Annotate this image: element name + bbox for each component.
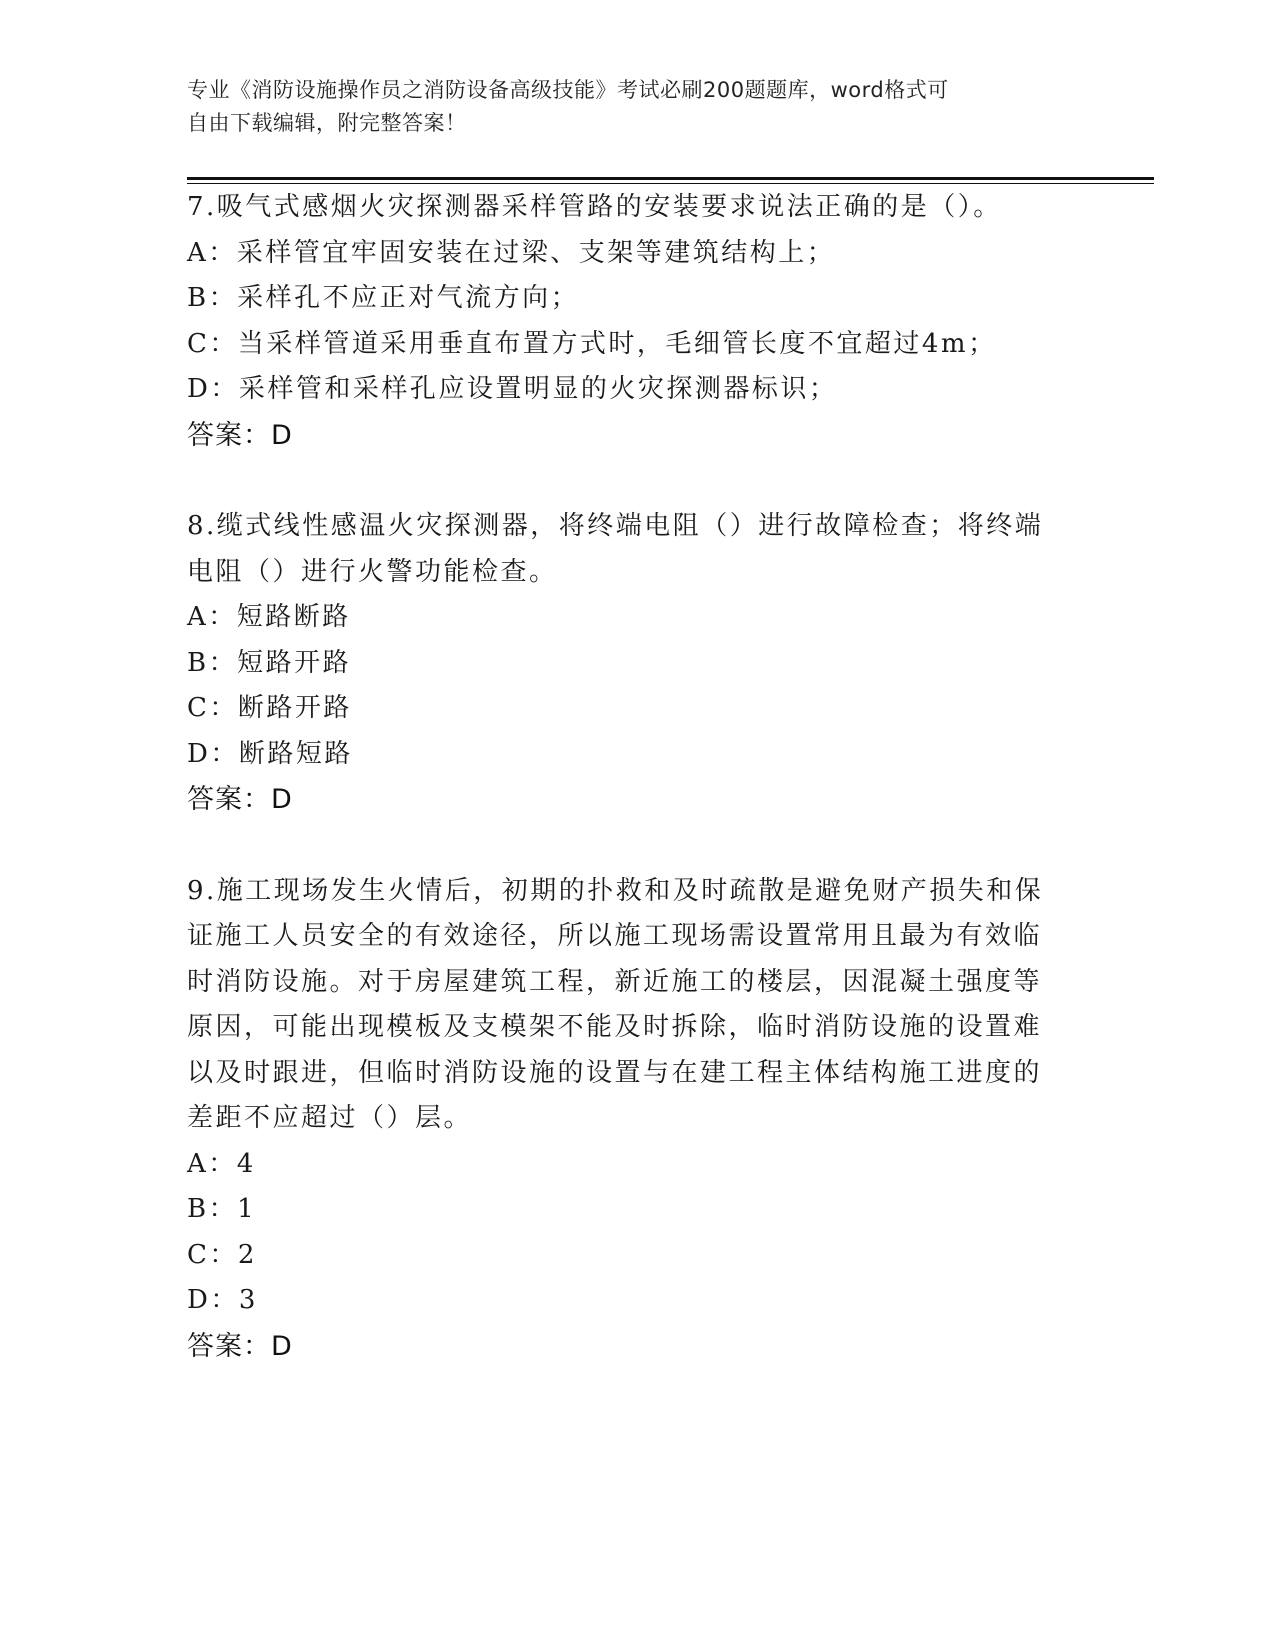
option-c: C：当采样管道采用垂直布置方式时，毛细管长度不宜超过4m； (187, 328, 997, 359)
question-7 (187, 185, 1067, 458)
header-line-1: 专业《消防设施操作员之消防设备高级技能》考试必刷200题题库，word格式可 (187, 78, 949, 102)
option-b: B：短路开路 (187, 647, 352, 678)
header-line-2: 自由下载编辑，附完整答案！ (187, 111, 467, 135)
option-a: A：4 (187, 1148, 256, 1179)
option-b: B：采样孔不应正对气流方向； (187, 283, 580, 313)
question-9 (187, 869, 1067, 1370)
question-8 (187, 504, 1067, 823)
answer: 答案：D (187, 1330, 293, 1362)
answer: 答案：D (187, 419, 293, 451)
option-d: D：3 (187, 1285, 258, 1315)
option-c: C：断路开路 (187, 693, 352, 723)
header-divider-thick (187, 177, 1154, 180)
option-d: D：断路短路 (187, 738, 353, 769)
answer: 答案：D (187, 784, 293, 815)
option-a: A：采样管宜牢固安装在过梁、支架等建筑结构上； (187, 237, 836, 268)
question-stem: 7.吸气式感烟火灾探测器采样管路的安装要求说法正确的是（）。 (187, 192, 1002, 222)
question-stem: 9.施工现场发生火情后，初期的扑救和及时疏散是避免财产损失和保证施工人员安全的有效途径，所以施工现场需设置常用且最为有效临时消防设施。对于房屋建筑工程，新近施工的楼层，因混凝土强度等原因，可能出现模板及支模架不能及时拆除，临时消防设施的设置难以及时跟进，但临时消防设施的设置与在建工程主体结构施工进度的差距不应超过（）层。 (187, 875, 1044, 1133)
option-b: B：1 (187, 1194, 257, 1224)
option-a: A：短路断路 (187, 602, 351, 632)
option-c: C：2 (187, 1239, 257, 1270)
question-list (187, 185, 1067, 1415)
header-divider-thin (187, 183, 1154, 184)
option-d: D：采样管和采样孔应设置明显的火灾探测器标识； (187, 374, 838, 404)
question-stem: 8.缆式线性感温火灾探测器，将终端电阻（）进行故障检查；将终端电阻（）进行火警功能检查。 (187, 511, 1044, 587)
document-header (187, 74, 1067, 140)
